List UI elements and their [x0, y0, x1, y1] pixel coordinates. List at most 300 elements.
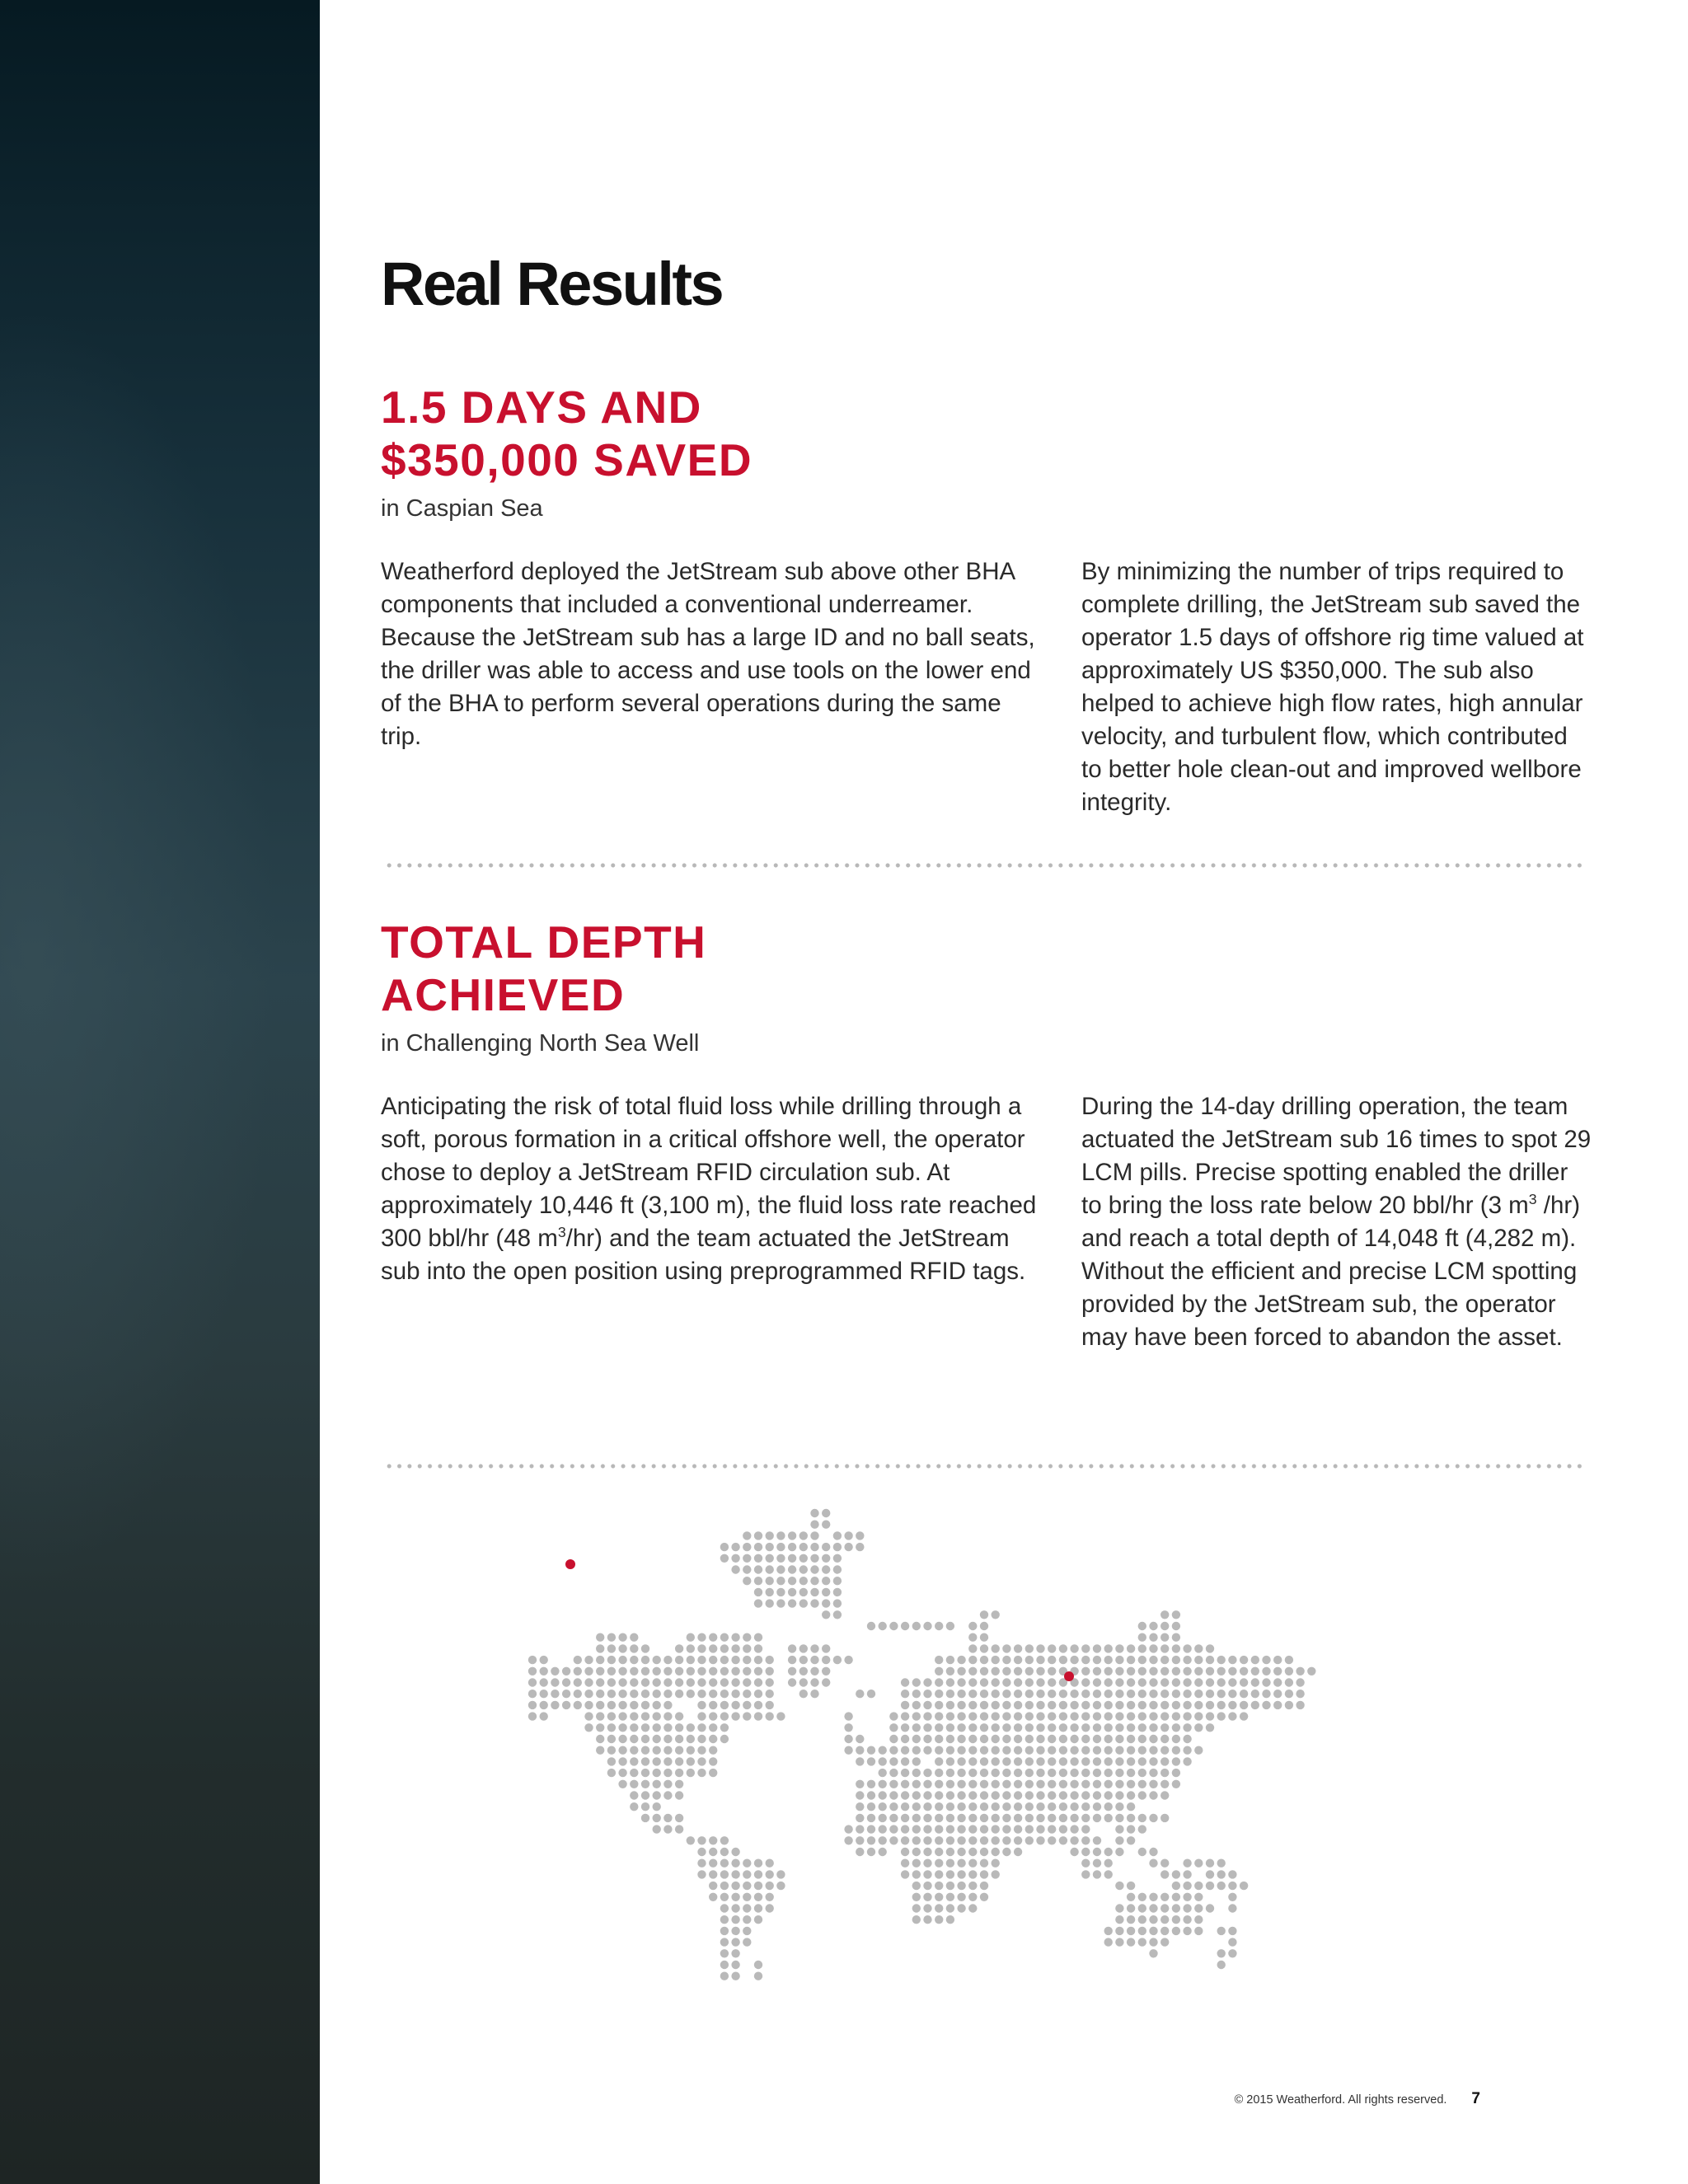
map-dot	[1059, 1825, 1067, 1833]
map-dot	[1138, 1622, 1146, 1630]
dotted-world-map	[381, 1508, 1584, 2118]
map-dot	[992, 1712, 1000, 1720]
map-dot	[833, 1554, 842, 1563]
map-dot	[1070, 1769, 1078, 1777]
map-dot	[1160, 1780, 1169, 1788]
map-dot	[799, 1565, 808, 1573]
map-dot	[528, 1701, 537, 1709]
map-dot	[675, 1690, 683, 1698]
map-dot	[1228, 1882, 1236, 1890]
map-dot	[720, 1893, 729, 1901]
map-dot	[1228, 1938, 1236, 1946]
map-dot	[743, 1904, 751, 1912]
map-dot	[799, 1690, 808, 1698]
map-dot	[1172, 1656, 1180, 1664]
map-dot	[901, 1769, 909, 1777]
map-dot	[1081, 1848, 1090, 1856]
map-dot	[1036, 1769, 1044, 1777]
map-dot	[968, 1644, 977, 1652]
map-dot	[1217, 1927, 1226, 1935]
map-dot	[1025, 1678, 1034, 1686]
map-dot	[720, 1848, 729, 1856]
map-dot	[720, 1554, 729, 1563]
map-dot	[968, 1723, 977, 1732]
map-dot	[810, 1565, 818, 1573]
map-dot	[901, 1735, 909, 1743]
map-dot	[641, 1667, 649, 1675]
map-dot	[935, 1836, 943, 1844]
map-dot	[720, 1915, 729, 1924]
map-dot	[1002, 1825, 1010, 1833]
map-dot	[1081, 1802, 1090, 1811]
map-dot	[1014, 1701, 1022, 1709]
map-dot	[923, 1870, 931, 1878]
map-dot	[709, 1712, 717, 1720]
map-dot	[1036, 1780, 1044, 1788]
section-2-right-text-b: /hr) and reach a total depth of 14,048 ft (4,282 m). Without the efficient and precise LCM spotting provided by the JetStream sub, the operator may have been forced to abandon the asset.	[1081, 1192, 1581, 1351]
map-dot	[697, 1836, 706, 1844]
map-dot	[574, 1701, 582, 1709]
map-dot	[912, 1802, 921, 1811]
map-dot	[946, 1678, 954, 1686]
map-dots	[528, 1509, 1316, 1980]
map-dot	[1081, 1701, 1090, 1709]
map-dot	[766, 1870, 774, 1878]
map-dot	[709, 1769, 717, 1777]
map-dot	[856, 1780, 864, 1788]
map-dot	[663, 1757, 672, 1765]
superscript-3: 3	[557, 1224, 566, 1241]
map-dot	[630, 1769, 638, 1777]
map-dot	[720, 1882, 729, 1890]
map-dot	[935, 1712, 943, 1720]
map-dot	[1002, 1802, 1010, 1811]
map-dot	[1160, 1712, 1169, 1720]
map-dot	[663, 1656, 672, 1664]
map-dot	[1296, 1667, 1304, 1675]
map-dot	[720, 1678, 729, 1686]
map-dot	[856, 1735, 864, 1743]
map-dot	[1149, 1701, 1157, 1709]
map-dot	[1002, 1644, 1010, 1652]
map-dot	[1160, 1701, 1169, 1709]
map-dot	[1104, 1769, 1113, 1777]
map-dot	[1228, 1690, 1236, 1698]
map-dot	[1070, 1836, 1078, 1844]
map-dot	[607, 1701, 616, 1709]
map-dot	[766, 1531, 774, 1540]
map-dot	[720, 1712, 729, 1720]
map-dot	[946, 1915, 954, 1924]
map-dot	[641, 1678, 649, 1686]
map-dot	[1002, 1667, 1010, 1675]
map-dot	[743, 1678, 751, 1686]
map-dot	[766, 1577, 774, 1585]
map-dot	[980, 1814, 988, 1822]
map-dot	[1048, 1723, 1056, 1732]
map-dot	[822, 1588, 830, 1596]
map-dot	[1014, 1848, 1022, 1856]
map-dot	[1206, 1712, 1214, 1720]
map-dot	[957, 1848, 965, 1856]
map-dot	[867, 1836, 875, 1844]
map-dot	[822, 1565, 830, 1573]
map-dot	[1160, 1622, 1169, 1630]
map-dot	[697, 1667, 706, 1675]
map-dot	[788, 1644, 796, 1652]
map-dot	[957, 1667, 965, 1675]
map-dot	[822, 1599, 830, 1607]
map-dot	[653, 1656, 661, 1664]
map-dot	[889, 1712, 898, 1720]
map-dot	[1025, 1723, 1034, 1732]
map-dot	[923, 1769, 931, 1777]
map-dot	[912, 1678, 921, 1686]
map-dot	[641, 1757, 649, 1765]
map-dot	[540, 1690, 548, 1698]
map-dot	[1070, 1802, 1078, 1811]
map-dot	[1036, 1836, 1044, 1844]
map-dot	[653, 1678, 661, 1686]
map-dot	[957, 1769, 965, 1777]
map-dot	[1172, 1667, 1180, 1675]
map-dot	[946, 1712, 954, 1720]
map-dot	[935, 1656, 943, 1664]
map-dot	[1104, 1746, 1113, 1755]
map-dot	[1048, 1690, 1056, 1698]
map-dot	[1240, 1690, 1248, 1698]
map-dot	[1240, 1701, 1248, 1709]
map-dot	[562, 1701, 570, 1709]
map-dot	[607, 1633, 616, 1642]
map-dot	[641, 1746, 649, 1755]
map-dot	[731, 1644, 739, 1652]
map-dot	[754, 1961, 762, 1969]
map-dot	[607, 1757, 616, 1765]
map-dot	[720, 1633, 729, 1642]
map-dot	[1048, 1656, 1056, 1664]
map-dot	[879, 1848, 887, 1856]
section-2-heading-line1: TOTAL DEPTH	[381, 916, 707, 968]
map-dot	[754, 1915, 762, 1924]
section-1-right-text: By minimizing the number of trips required to complete drilling, the JetStream sub saved the operator 1.5 days of offshore rig time valued at approximately US $350,000. The sub also helped to achieve high flow rates, high annular velocity, and turbulent flow, which contributed to better hole clean-out and improved wellbore integrity.	[1081, 558, 1584, 816]
map-dot	[1251, 1656, 1259, 1664]
map-dot	[540, 1656, 548, 1664]
map-dot	[618, 1644, 626, 1652]
map-dot	[810, 1588, 818, 1596]
map-dot	[1172, 1633, 1180, 1642]
map-dot	[912, 1836, 921, 1844]
map-dot	[822, 1543, 830, 1551]
map-dot	[923, 1791, 931, 1799]
map-dot	[1206, 1723, 1214, 1732]
map-dot	[1262, 1690, 1270, 1698]
map-dot	[901, 1690, 909, 1698]
map-dot	[618, 1746, 626, 1755]
map-dot	[709, 1836, 717, 1844]
map-dot	[980, 1791, 988, 1799]
map-dot	[743, 1633, 751, 1642]
map-dot	[844, 1656, 852, 1664]
map-dot	[1149, 1633, 1157, 1642]
map-dot	[957, 1780, 965, 1788]
map-dot	[675, 1780, 683, 1788]
map-dot	[1172, 1678, 1180, 1686]
map-dot	[1127, 1791, 1135, 1799]
north-sea-marker	[565, 1559, 575, 1569]
map-dot	[1206, 1656, 1214, 1664]
map-dot	[912, 1622, 921, 1630]
map-dot	[720, 1644, 729, 1652]
map-dot	[1183, 1656, 1191, 1664]
map-dot	[1217, 1961, 1226, 1969]
map-dot	[992, 1848, 1000, 1856]
map-dot	[675, 1678, 683, 1686]
map-dot	[754, 1859, 762, 1868]
map-dot	[663, 1723, 672, 1732]
map-dot	[1206, 1859, 1214, 1868]
map-dot	[992, 1769, 1000, 1777]
map-dot	[687, 1644, 695, 1652]
map-dot	[992, 1780, 1000, 1788]
map-dot	[687, 1656, 695, 1664]
map-dot	[1104, 1927, 1113, 1935]
map-dot	[1025, 1802, 1034, 1811]
map-dot	[1194, 1927, 1203, 1935]
map-dot	[584, 1701, 593, 1709]
map-dot	[1127, 1735, 1135, 1743]
map-dot	[1115, 1836, 1123, 1844]
map-dot	[1127, 1712, 1135, 1720]
map-dot	[1149, 1927, 1157, 1935]
map-dot	[1059, 1780, 1067, 1788]
map-dot	[709, 1667, 717, 1675]
map-dot	[946, 1701, 954, 1709]
map-dot	[822, 1509, 830, 1517]
map-dot	[675, 1791, 683, 1799]
map-dot	[935, 1882, 943, 1890]
map-dot	[980, 1836, 988, 1844]
map-dot	[743, 1915, 751, 1924]
map-dot	[1081, 1723, 1090, 1732]
map-dot	[1307, 1667, 1315, 1675]
map-dot	[709, 1656, 717, 1664]
map-dot	[992, 1859, 1000, 1868]
map-dot	[1093, 1746, 1101, 1755]
map-dot	[980, 1701, 988, 1709]
map-dot	[720, 1938, 729, 1946]
map-dot	[923, 1735, 931, 1743]
map-dot	[946, 1757, 954, 1765]
map-dot	[879, 1780, 887, 1788]
map-dot	[1115, 1690, 1123, 1698]
map-dot	[1104, 1712, 1113, 1720]
map-dot	[923, 1780, 931, 1788]
map-dot	[901, 1870, 909, 1878]
map-dot	[1217, 1678, 1226, 1686]
map-dot	[1093, 1769, 1101, 1777]
map-dot	[1014, 1644, 1022, 1652]
map-dot	[1160, 1859, 1169, 1868]
map-dot	[1172, 1690, 1180, 1698]
section-1-heading-line1: 1.5 DAYS AND	[381, 382, 702, 433]
map-dot	[788, 1656, 796, 1664]
map-dot	[766, 1656, 774, 1664]
map-dot	[856, 1543, 864, 1551]
map-dot	[889, 1780, 898, 1788]
map-dot	[844, 1543, 852, 1551]
map-dot	[1296, 1678, 1304, 1686]
map-dot	[822, 1667, 830, 1675]
map-dot	[923, 1836, 931, 1844]
map-dot	[889, 1746, 898, 1755]
dotted-divider-2	[384, 1463, 1584, 1469]
map-dot	[788, 1543, 796, 1551]
map-dot	[901, 1701, 909, 1709]
map-dot	[641, 1723, 649, 1732]
map-dot	[901, 1780, 909, 1788]
map-dot	[912, 1915, 921, 1924]
map-dot	[1104, 1723, 1113, 1732]
map-dot	[1138, 1757, 1146, 1765]
map-dot	[1115, 1825, 1123, 1833]
map-dot	[607, 1746, 616, 1755]
map-dot	[946, 1859, 954, 1868]
map-dot	[935, 1825, 943, 1833]
map-dot	[618, 1667, 626, 1675]
map-dot	[618, 1712, 626, 1720]
map-dot	[754, 1678, 762, 1686]
map-dot	[1160, 1927, 1169, 1935]
map-dot	[709, 1882, 717, 1890]
map-dot	[630, 1791, 638, 1799]
map-dot	[630, 1701, 638, 1709]
map-dot	[1172, 1701, 1180, 1709]
map-dot	[833, 1577, 842, 1585]
map-dot	[766, 1690, 774, 1698]
map-dot	[1059, 1690, 1067, 1698]
map-dot	[968, 1904, 977, 1912]
section-2-left-text	[381, 1090, 1040, 1288]
map-dot	[1115, 1667, 1123, 1675]
map-dot	[1138, 1938, 1146, 1946]
map-dot	[946, 1723, 954, 1732]
map-dot	[1127, 1746, 1135, 1755]
map-dot	[1149, 1746, 1157, 1755]
map-dot	[743, 1690, 751, 1698]
map-dot	[799, 1599, 808, 1607]
map-dot	[992, 1610, 1000, 1619]
map-dot	[1138, 1791, 1146, 1799]
map-dot	[1251, 1701, 1259, 1709]
map-dot	[731, 1938, 739, 1946]
map-dot	[923, 1848, 931, 1856]
map-dot	[1070, 1712, 1078, 1720]
map-dot	[630, 1746, 638, 1755]
map-dot	[731, 1565, 739, 1573]
map-dot	[946, 1870, 954, 1878]
map-dot	[641, 1769, 649, 1777]
map-dot	[1251, 1690, 1259, 1698]
map-dot	[731, 1633, 739, 1642]
map-dot	[844, 1836, 852, 1844]
map-dot	[1228, 1870, 1236, 1878]
map-dot	[1036, 1802, 1044, 1811]
map-dot	[653, 1746, 661, 1755]
map-dot	[731, 1543, 739, 1551]
map-dot	[766, 1701, 774, 1709]
map-dot	[1025, 1791, 1034, 1799]
map-dot	[912, 1769, 921, 1777]
map-dot	[856, 1757, 864, 1765]
map-dot	[1217, 1870, 1226, 1878]
map-dot	[1036, 1746, 1044, 1755]
map-dot	[720, 1859, 729, 1868]
map-dot	[1025, 1656, 1034, 1664]
map-dot	[968, 1746, 977, 1755]
map-dot	[754, 1543, 762, 1551]
map-dot	[980, 1757, 988, 1765]
map-dot	[766, 1543, 774, 1551]
map-dot	[1228, 1701, 1236, 1709]
map-dot	[1104, 1757, 1113, 1765]
map-dot	[992, 1690, 1000, 1698]
map-dot	[1206, 1690, 1214, 1698]
map-dot	[663, 1746, 672, 1755]
map-dot	[630, 1690, 638, 1698]
map-dot	[630, 1667, 638, 1675]
map-dot	[901, 1746, 909, 1755]
map-dot	[788, 1565, 796, 1573]
map-dot	[1070, 1690, 1078, 1698]
map-dot	[968, 1701, 977, 1709]
map-dot	[731, 1904, 739, 1912]
map-dot	[799, 1644, 808, 1652]
map-dot	[754, 1972, 762, 1980]
map-dot	[901, 1757, 909, 1765]
map-dot	[754, 1633, 762, 1642]
map-dot	[1228, 1949, 1236, 1957]
map-dot	[992, 1644, 1000, 1652]
map-dot	[1070, 1644, 1078, 1652]
map-dot	[596, 1701, 604, 1709]
map-dot	[675, 1746, 683, 1755]
map-dot	[1172, 1882, 1180, 1890]
map-dot	[957, 1870, 965, 1878]
map-dot	[810, 1644, 818, 1652]
map-dot	[1127, 1780, 1135, 1788]
map-dot	[799, 1554, 808, 1563]
map-dot	[912, 1859, 921, 1868]
map-dot	[1104, 1667, 1113, 1675]
map-dot	[1149, 1644, 1157, 1652]
map-dot	[1036, 1814, 1044, 1822]
map-dot	[1070, 1791, 1078, 1799]
map-dot	[574, 1678, 582, 1686]
map-dot	[1059, 1735, 1067, 1743]
map-dot	[799, 1588, 808, 1596]
map-dot	[1002, 1757, 1010, 1765]
map-dot	[754, 1565, 762, 1573]
map-dot	[1081, 1825, 1090, 1833]
map-dot	[1014, 1802, 1022, 1811]
map-dot	[1036, 1735, 1044, 1743]
map-dot	[720, 1927, 729, 1935]
map-dot	[1093, 1735, 1101, 1743]
map-dot	[935, 1814, 943, 1822]
map-dot	[810, 1554, 818, 1563]
map-dot	[1048, 1735, 1056, 1743]
